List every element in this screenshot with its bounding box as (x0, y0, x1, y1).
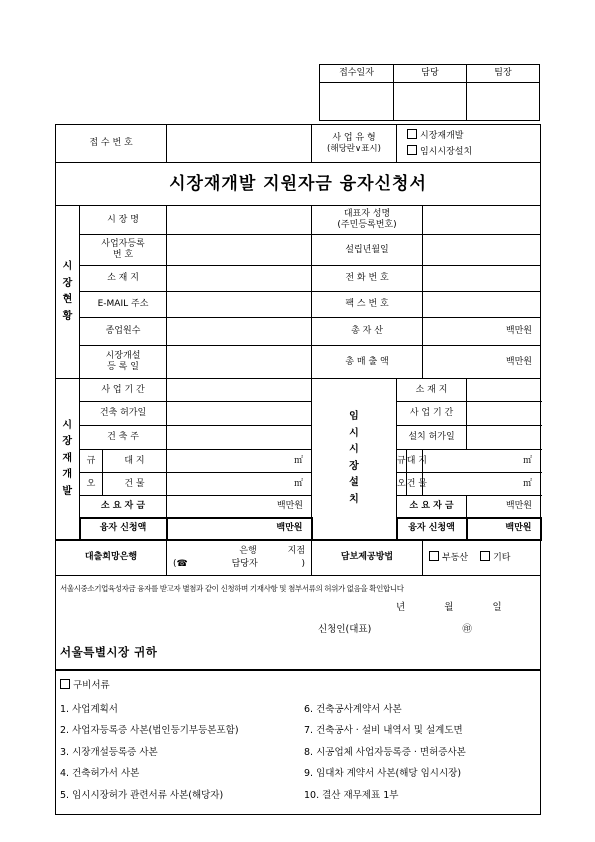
temp-loan-field[interactable]: 백만원 (467, 518, 541, 540)
address-field[interactable] (167, 266, 312, 292)
redev-period-field[interactable] (167, 379, 312, 402)
date-line (396, 602, 502, 613)
market-status-side-label: 시 장 현 황 (56, 206, 80, 379)
seal-icon: ㊞ (462, 624, 472, 635)
biz-reg-label-line1: 사업자등록 (101, 239, 145, 250)
option-real-estate[interactable]: 부동산 (429, 553, 468, 563)
employees-field[interactable] (167, 318, 312, 346)
opening-label (80, 346, 167, 379)
email-field[interactable] (167, 292, 312, 318)
temp-land-text: 대 지 (406, 455, 427, 466)
temporary-side-label: 임 시 시 장 설 치 (312, 379, 397, 540)
phone-label: 전 화 번 호 (312, 266, 423, 292)
redev-funds-label: 소 요 자 금 (80, 496, 167, 518)
documents-left-column (60, 699, 304, 807)
documents-area (56, 670, 541, 815)
option-market-redevelopment[interactable]: 시장재개발 (407, 129, 540, 142)
temp-period-field[interactable] (467, 402, 541, 426)
redev-land-label (80, 450, 167, 473)
biz-type-label (312, 125, 397, 163)
redev-period-label: 사 업 기 간 (80, 379, 167, 402)
checkbox-icon[interactable] (407, 145, 417, 155)
approval-header-staff: 담당 (394, 65, 467, 83)
sales-field[interactable]: 백만원 (423, 346, 541, 379)
receipt-no-field[interactable] (167, 125, 312, 163)
opening-label-line1: 시장개설 (105, 351, 141, 362)
doc-item: 8. 시공업체 사업자등록증 · 면허증사본 (304, 746, 466, 758)
rep-name-field[interactable] (423, 206, 541, 235)
doc-item: 9. 임대차 계약서 사본(해당 임시시장) (304, 768, 462, 780)
temp-address-field[interactable] (467, 379, 541, 402)
option-other[interactable]: 기타 (480, 553, 510, 563)
collateral-options (423, 540, 541, 576)
rep-name-label-line2: (주민등록번호) (337, 220, 397, 230)
bank-field[interactable] (167, 540, 312, 576)
declaration-text: 서울시중소기업육성자금 융자를 받고자 별첨과 같이 신청하며 기재사항 및 첨부서류의 허위가 없음을 확인합니다 (60, 584, 404, 593)
employees-label: 종업원수 (80, 318, 167, 346)
redevelopment-side-label: 시 장 재 개 발 (56, 379, 80, 540)
temp-permit-field[interactable] (467, 426, 541, 450)
redev-scale-char-1: 규 (80, 450, 103, 472)
rep-name-label (312, 206, 423, 235)
temp-scale-char-1: 규 (397, 450, 407, 472)
biz-reg-label (80, 235, 167, 266)
biz-type-label-line1: 사 업 유 형 (332, 133, 376, 143)
bank-contact-close: ) (301, 558, 306, 569)
year-label: 년 (396, 602, 406, 613)
documents-heading: 구비서류 (60, 679, 540, 691)
approval-staff-field[interactable] (394, 83, 467, 121)
redev-owner-label: 건 축 주 (80, 426, 167, 450)
biz-type-options (397, 125, 541, 163)
form-title: 시장재개발 지원자금 융자신청서 (56, 163, 541, 206)
sales-label: 총 매 출 액 (312, 346, 423, 379)
redev-building-text: 건 물 (124, 478, 145, 489)
applicant-line (318, 624, 472, 635)
collateral-label: 담보제공방법 (312, 540, 423, 576)
temp-building-label (397, 473, 427, 496)
redev-loan-field[interactable]: 백만원 (167, 518, 312, 540)
phone-icon: (☎ (173, 558, 188, 569)
redev-funds-field[interactable]: 백만원 (167, 496, 312, 518)
founded-label: 설립년월일 (312, 235, 423, 266)
doc-item: 7. 건축공사 · 설비 내역서 및 설계도면 (304, 725, 463, 737)
temp-loan-label: 융자 신청액 (397, 518, 467, 540)
market-name-field[interactable] (167, 206, 312, 235)
checkbox-icon[interactable] (480, 551, 490, 561)
biz-type-label-line2: (해당란∨표시) (327, 143, 381, 154)
bank-branch-suffix: 지점 (287, 545, 306, 556)
redev-owner-field[interactable] (167, 426, 312, 450)
biz-reg-label-line2: 번 호 (112, 250, 134, 260)
temp-land-label (397, 450, 427, 473)
checkbox-icon[interactable] (429, 551, 439, 561)
fax-field[interactable] (423, 292, 541, 318)
approval-team-lead-field[interactable] (467, 83, 540, 121)
rep-name-label-line1: 대표자 성명 (343, 209, 391, 220)
approval-table (319, 64, 540, 121)
temp-scale-char-2: 오 (397, 473, 407, 495)
redev-building-label (80, 473, 167, 496)
redev-scale-char-2: 오 (80, 473, 103, 495)
redev-loan-label: 융자 신청액 (80, 518, 167, 540)
biz-reg-field[interactable] (167, 235, 312, 266)
redev-land-text: 대 지 (124, 455, 145, 466)
documents-right-column (304, 699, 466, 807)
temp-funds-label: 소 요 자 금 (397, 496, 467, 518)
assets-field[interactable]: 백만원 (423, 318, 541, 346)
checkbox-icon (60, 679, 70, 689)
day-label: 일 (492, 602, 502, 613)
redev-permit-label: 건축 허가일 (80, 402, 167, 426)
address-label: 소 재 지 (80, 266, 167, 292)
founded-field[interactable] (423, 235, 541, 266)
email-label: E-MAIL 주소 (80, 292, 167, 318)
temp-period-label: 사 업 기 간 (397, 402, 467, 426)
temp-building-field[interactable]: ㎡ (423, 473, 541, 496)
applicant-label: 신청인(대표) (318, 624, 372, 635)
opening-label-line2: 등 록 일 (107, 362, 139, 372)
temp-land-field[interactable]: ㎡ (423, 450, 541, 473)
doc-item: 3. 시장개설등록증 사본 (60, 746, 158, 758)
doc-item: 2. 사업자등록증 사본(법인등기부등본포함) (60, 725, 239, 737)
doc-item: 10. 결산 재무제표 1부 (304, 789, 399, 801)
redev-land-field[interactable]: ㎡ (167, 450, 312, 473)
temp-permit-label: 설치 허가일 (397, 426, 467, 450)
redev-building-field[interactable]: ㎡ (167, 473, 312, 496)
fax-label: 팩 스 번 호 (312, 292, 423, 318)
approval-header-team-lead: 팀장 (467, 65, 540, 83)
doc-item: 5. 임시시장허가 관련서류 사본(해당자) (60, 789, 224, 801)
application-form (55, 124, 542, 815)
temp-funds-field[interactable]: 백만원 (467, 496, 541, 518)
phone-field[interactable] (423, 266, 541, 292)
bank-name-suffix: 은행 (239, 545, 257, 556)
receipt-no-label: 접 수 번 호 (56, 125, 167, 163)
option-temporary-market[interactable]: 임시시장설치 (407, 145, 540, 158)
month-label: 월 (444, 602, 454, 613)
market-name-label: 시 장 명 (80, 206, 167, 235)
checkbox-icon[interactable] (407, 129, 417, 139)
redev-permit-field[interactable] (167, 402, 312, 426)
assets-label: 총 자 산 (312, 318, 423, 346)
doc-item: 4. 건축허가서 사본 (60, 768, 140, 780)
addressee: 서울특별시장 귀하 (60, 645, 158, 659)
approval-header-receipt-date: 접수일자 (320, 65, 394, 83)
approval-receipt-date-field[interactable] (320, 83, 394, 121)
temp-address-label: 소 재 지 (397, 379, 467, 402)
temp-building-text: 건 물 (406, 478, 427, 489)
doc-item: 1. 사업계획서 (60, 703, 118, 715)
bank-contact-label: 담당자 (231, 558, 258, 569)
opening-field[interactable] (167, 346, 312, 379)
bank-label: 대출희망은행 (56, 540, 167, 576)
doc-item: 6. 건축공사계약서 사본 (304, 703, 402, 715)
declaration-area (56, 576, 541, 670)
